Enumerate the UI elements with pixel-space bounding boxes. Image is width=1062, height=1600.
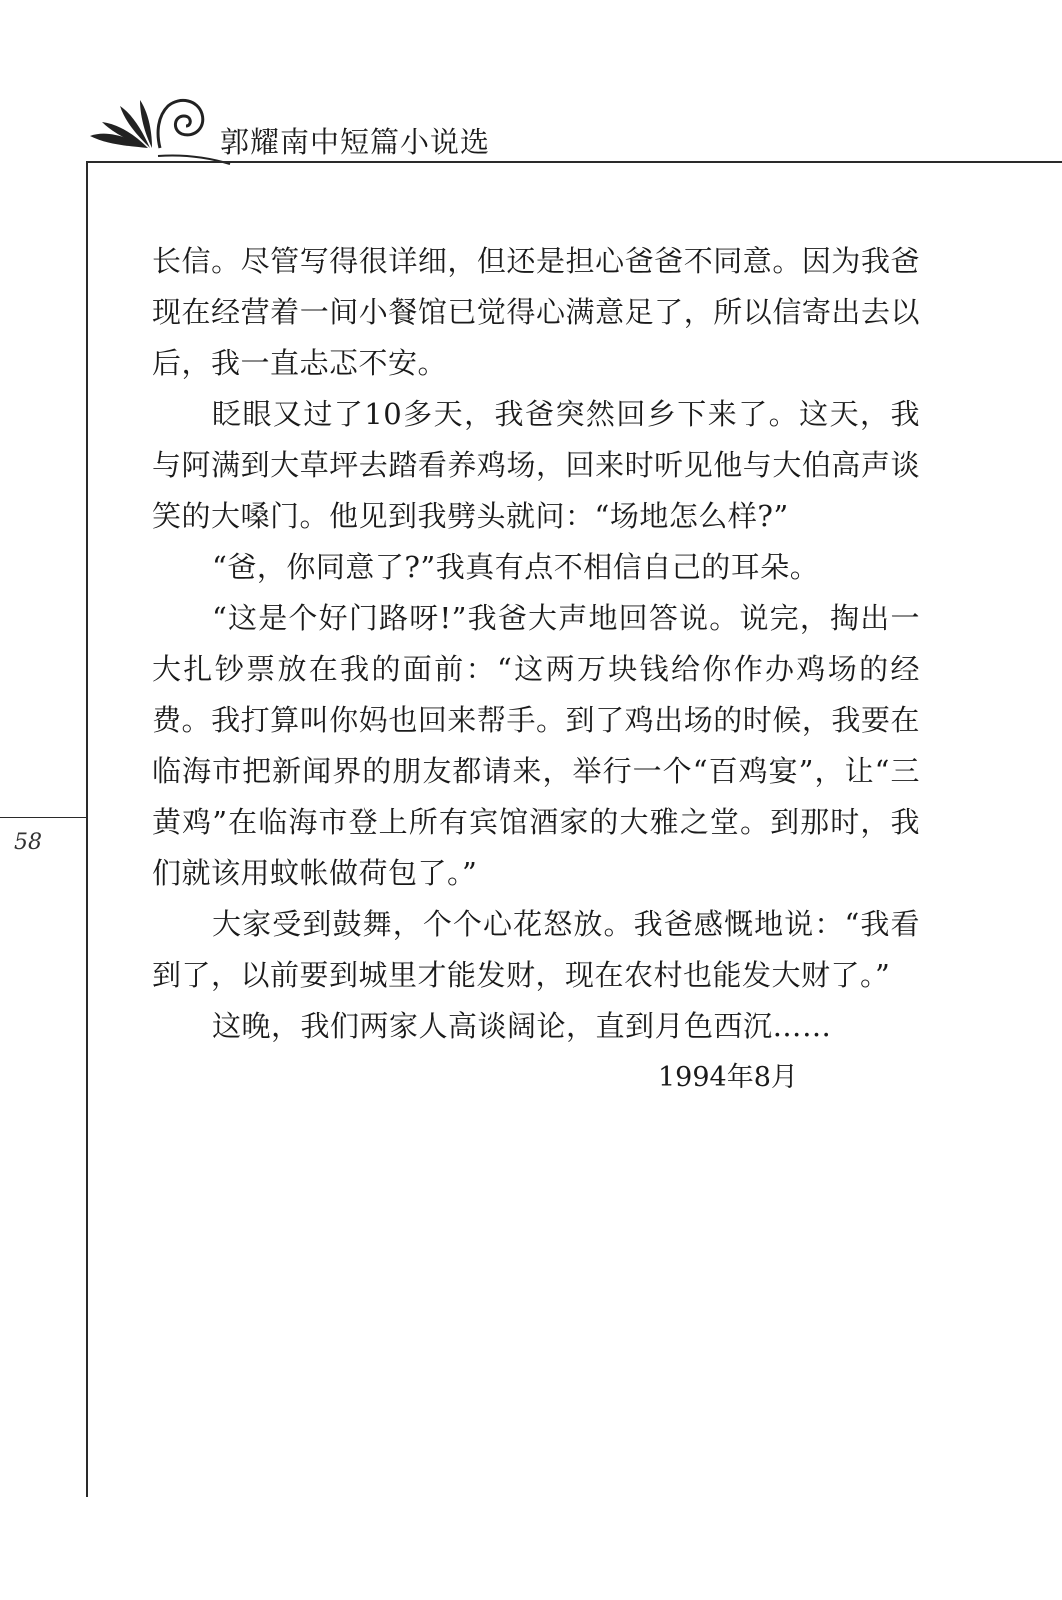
swirl-ornament-icon [86,96,236,166]
margin-rule [0,817,88,818]
paragraph: “爸，你同意了?”我真有点不相信自己的耳朵。 [212,550,820,584]
paragraph: 大家受到鼓舞，个个心花怒放。我爸感慨地说：“我看到了，以前要到城里才能发财，现在农村也能发大财了。” [152,907,920,992]
paragraph: 眨眼又过了10多天，我爸突然回乡下来了。这天，我与阿满到大草坪去踏看养鸡场，回来时听见他与大伯高声谈笑的大嗓门。他见到我劈头就问：“场地怎么样?” [152,397,920,533]
body-text [152,236,920,1103]
paragraph: 这晚，我们两家人高谈阔论，直到月色西沉…… [212,1009,832,1043]
frame-left-rule [86,161,88,1497]
dateline: 1994年8月 [658,1062,798,1093]
header-rule [86,161,1062,163]
paragraph: “这是个好门路呀!”我爸大声地回答说。说完，掏出一大扎钞票放在我的面前：“这两万块钱给你作办鸡场的经费。我打算叫你妈也回来帮手。到了鸡出场的时候，我要在临海市把新闻界的朋友都请来，举行一个“百鸡宴”，让“三黄鸡”在临海市登上所有宾馆酒家的大雅之堂。到那时，我们就该用蚊帐做荷包了。” [152,601,920,890]
paragraph: 长信。尽管写得很详细，但还是担心爸爸不同意。因为我爸现在经营着一间小餐馆已觉得心满意足了，所以信寄出去以后，我一直忐忑不安。 [152,244,920,380]
book-title: 郭耀南中短篇小说选 [220,125,491,159]
page-number: 58 [14,830,42,855]
